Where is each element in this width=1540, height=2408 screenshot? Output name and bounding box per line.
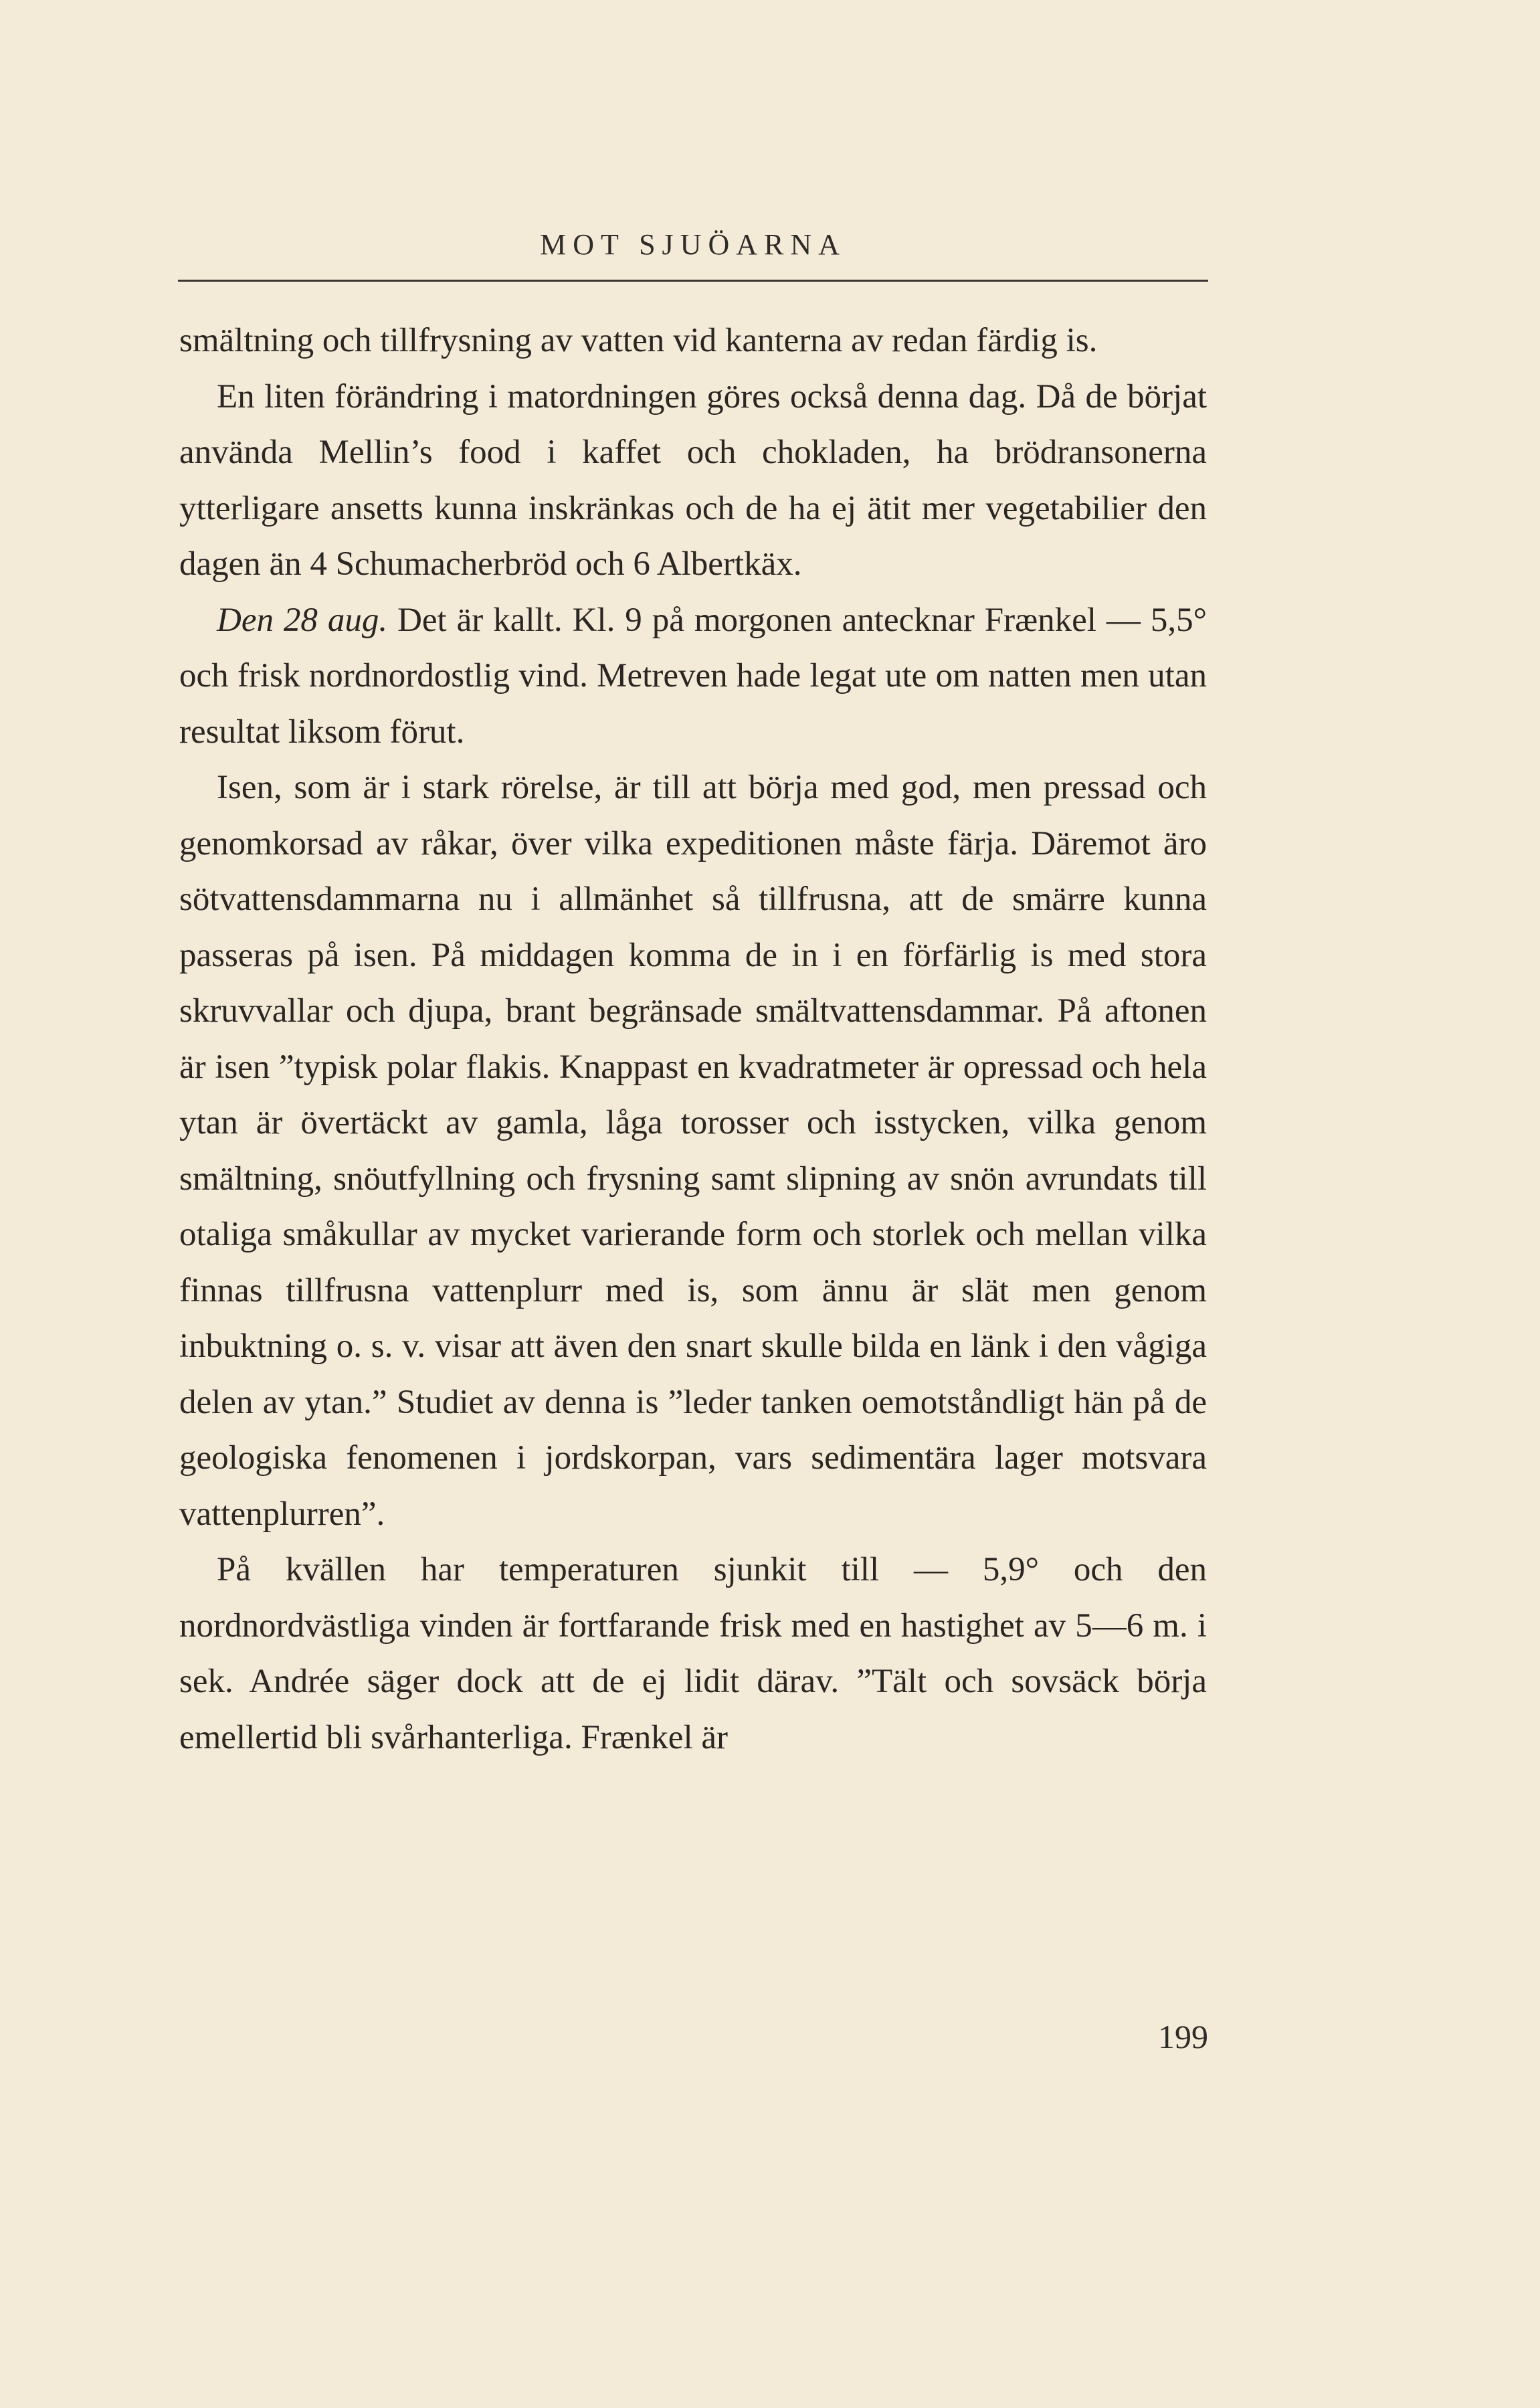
body-text: [179, 313, 1207, 1766]
page-number: 199: [1158, 2018, 1208, 2055]
header-rule: [178, 280, 1208, 282]
running-head: MOT SJUÖARNA: [540, 228, 846, 261]
paragraph-aug-28: [179, 593, 1207, 761]
paragraph-ice-conditions: Isen, som är i stark rörelse, är till att börja med god, men pressad och genomkorsad av råkar, över vilka expeditionen måste färja. Däremot äro sötvattensdammarna nu i allmänhet så tillfrusna, att de smärre kunna passeras på isen. På middagen komma de in i en förfärlig is med stora skruvvallar och djupa, brant begränsade smältvattensdammar. På aftonen är isen ”typisk polar flakis. Knappast en kvadratmeter är opressad och hela ytan är övertäckt av gamla, låga torosser och isstycken, vilka genom smältning, snöutfyllning och frysning samt slipning av snön avrundats till otaliga småkullar av mycket varierande form och storlek och mellan vilka finnas tillfrusna vattenplurr med is, som ännu är slät men genom inbuktning o. s. v. visar att även den snart skulle bilda en länk i den vågiga delen av ytan.” Studiet av denna is ”leder tanken oemotståndligt hän på de geologiska fenomenen i jordskorpan, vars sedimentära lager motsvara vattenplurren”.: [179, 769, 1207, 1533]
paragraph-food-rations: En liten förändring i matordningen göres också denna dag. Då de börjat använda Mellin’s food i kaffet och chokladen, ha brödransonerna ytterligare ansetts kunna inskränkas och de ha ej ätit mer vegetabilier den dagen än 4 Schumacherbröd och 6 Albertkäx.: [179, 377, 1207, 583]
paragraph-continued: smältning och tillfrysning av vatten vid kanterna av redan färdig is.: [179, 322, 1098, 359]
paragraph-evening: På kvällen har temperaturen sjunkit till — 5,9° och den nordnordvästliga vinden är fortfarande frisk med en hastighet av 5—6 m. i sek. Andrée säger dock att de ej lidit därav. ”Tält och sovsäck börja emellertid bli svårhanterliga. Frænkel är: [179, 1551, 1207, 1756]
diary-date: Den 28 aug.: [217, 601, 388, 639]
paragraph-aug-28-text: Det är kallt. Kl. 9 på morgonen antecknar Frænkel — 5,5° och frisk nordnordostlig vind. Metreven hade legat ute om natten men utan resultat liksom förut.: [179, 601, 1207, 751]
